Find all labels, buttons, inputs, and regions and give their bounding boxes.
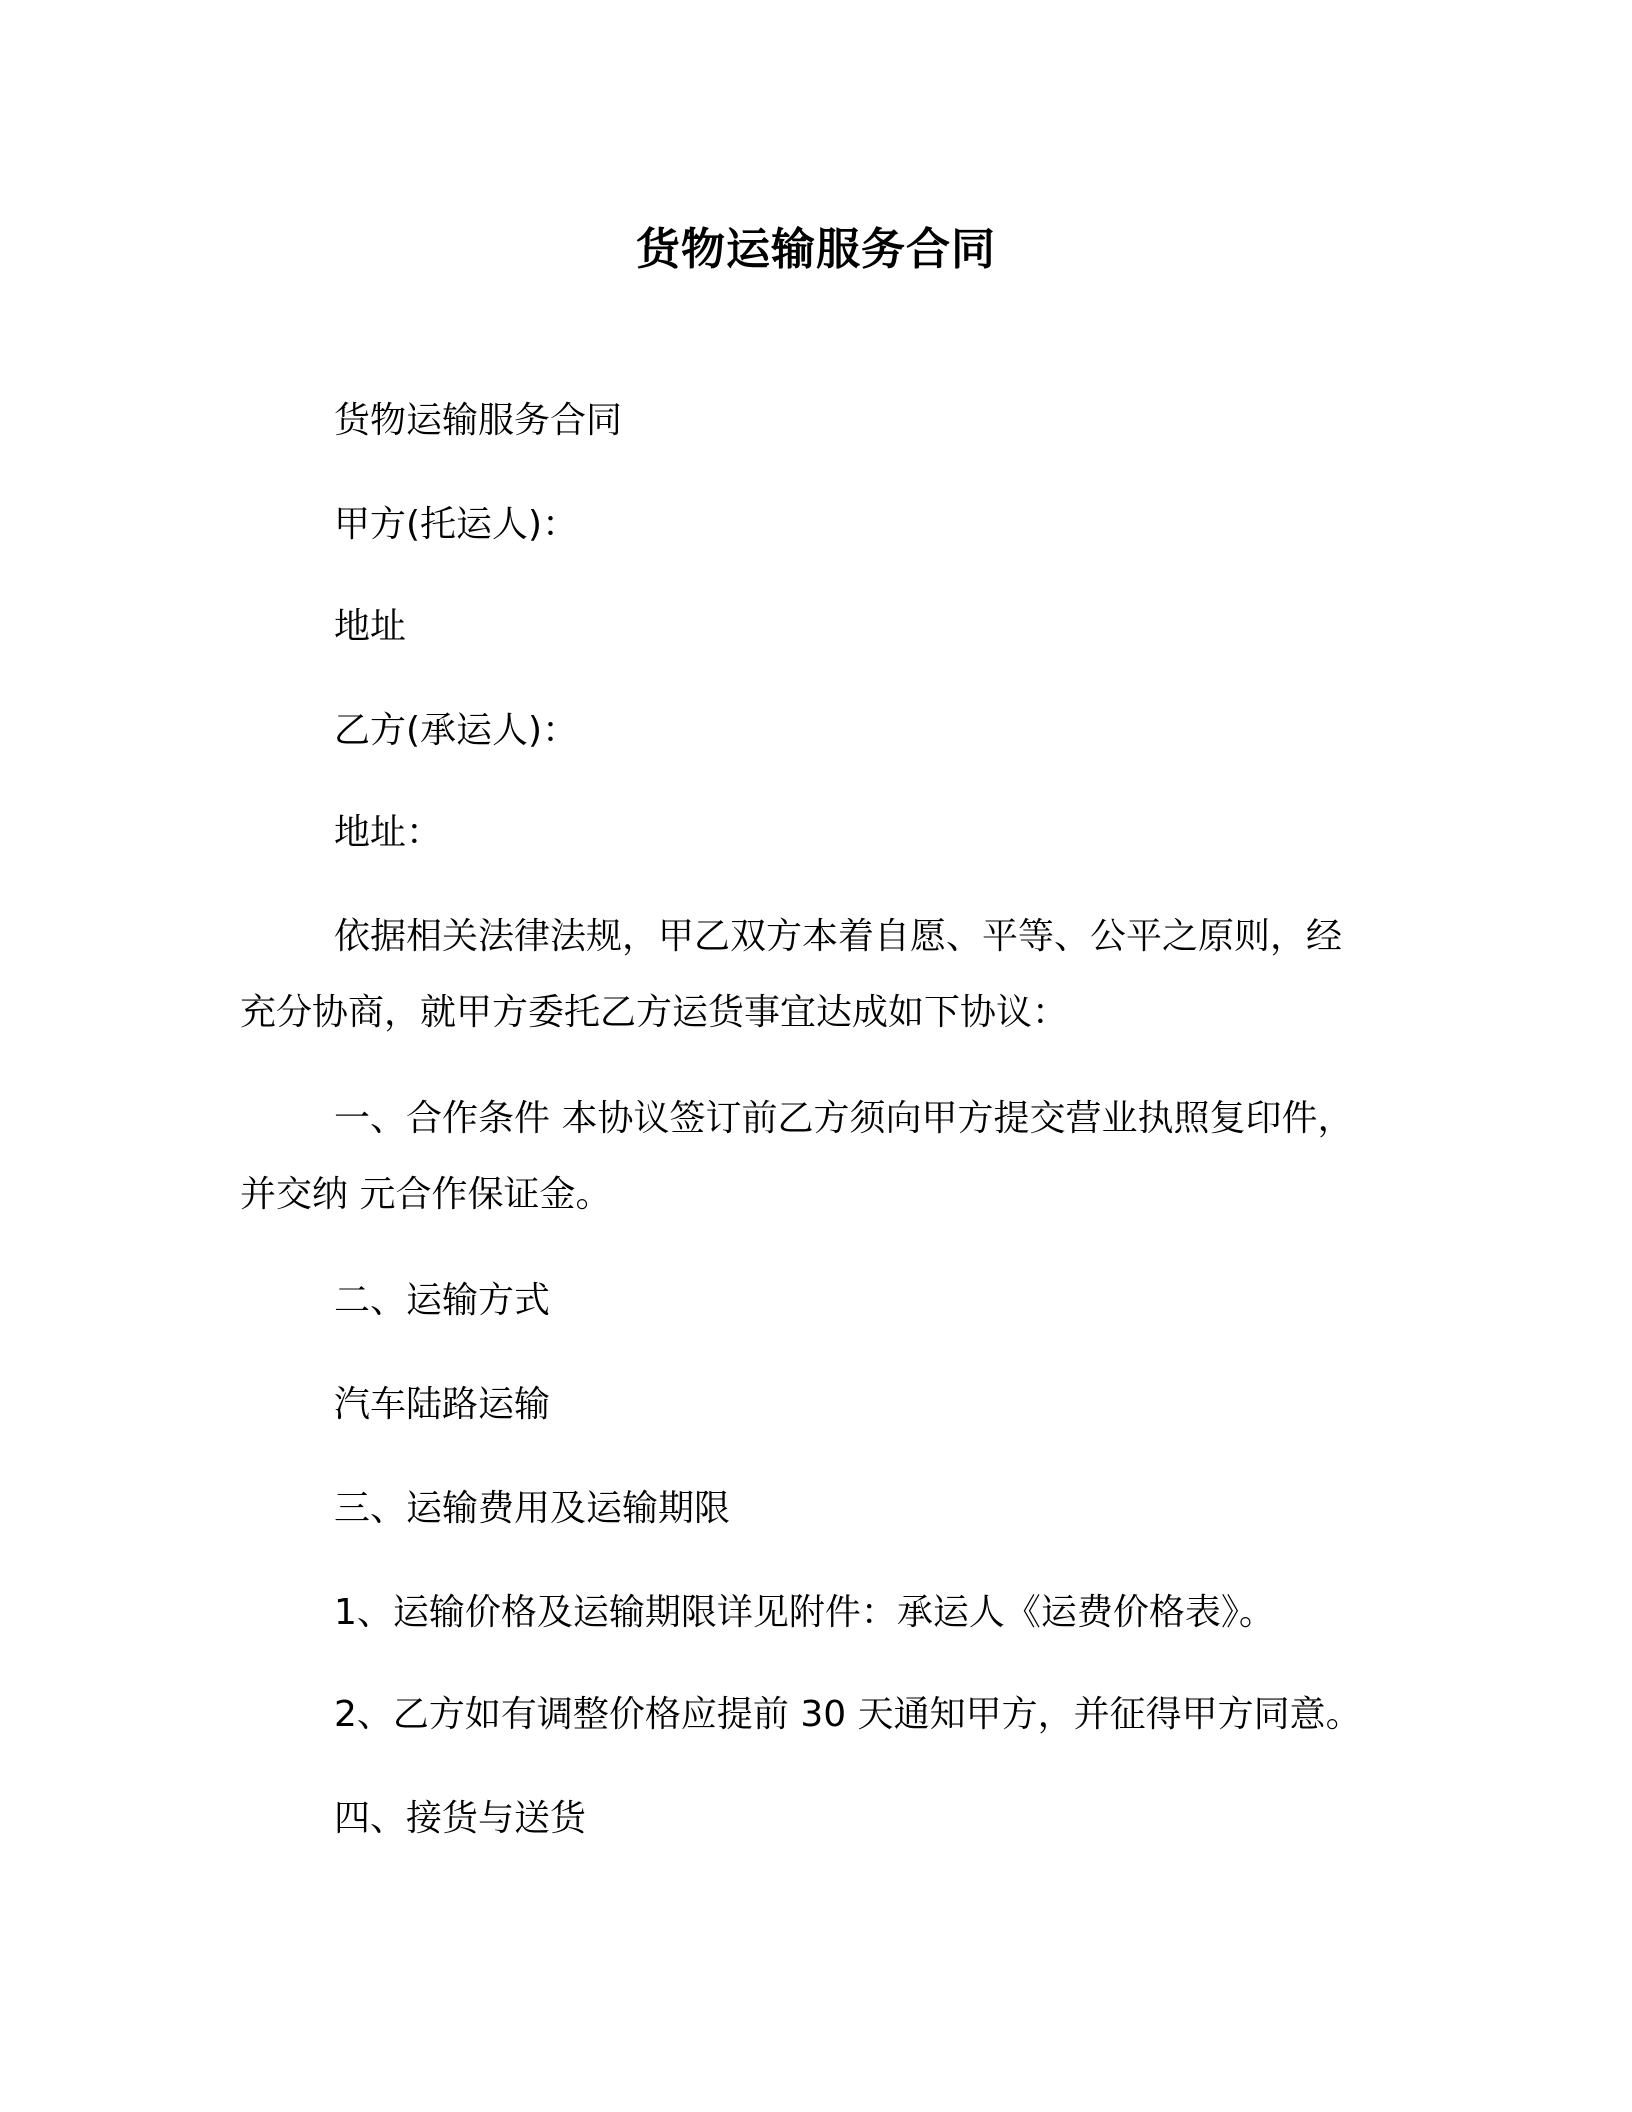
- preamble-line-1: 依据相关法律法规，甲乙双方本着自愿、平等、公平之原则，经: [334, 916, 1343, 957]
- clause-1-line-2: 并交纳 元合作保证金。: [240, 1174, 612, 1215]
- party-b-address-line: 地址：: [334, 812, 443, 853]
- clause-3-item-1: 1、运输价格及运输期限详见附件：承运人《运费价格表》。: [334, 1592, 1275, 1633]
- party-a-address-line: 地址: [334, 606, 407, 647]
- contract-name-line: 货物运输服务合同: [334, 400, 623, 441]
- clause-3-heading: 三、运输费用及运输期限: [334, 1488, 731, 1529]
- clause-2-heading: 二、运输方式: [334, 1280, 551, 1321]
- clause-2-body: 汽车陆路运输: [334, 1384, 551, 1425]
- preamble-line-2: 充分协商，就甲方委托乙方运货事宜达成如下协议：: [240, 992, 1069, 1033]
- clause-3-item-2: 2、乙方如有调整价格应提前 30 天通知甲方，并征得甲方同意。: [334, 1694, 1362, 1735]
- clause-4-heading: 四、接货与送货: [334, 1798, 587, 1839]
- party-b-line: 乙方(承运人)：: [334, 710, 579, 751]
- clause-1-line-1: 一、合作条件 本协议签订前乙方须向甲方提交营业执照复印件，: [334, 1098, 1354, 1139]
- party-a-line: 甲方(托运人)：: [334, 504, 579, 545]
- document-title: 货物运输服务合同: [636, 224, 996, 275]
